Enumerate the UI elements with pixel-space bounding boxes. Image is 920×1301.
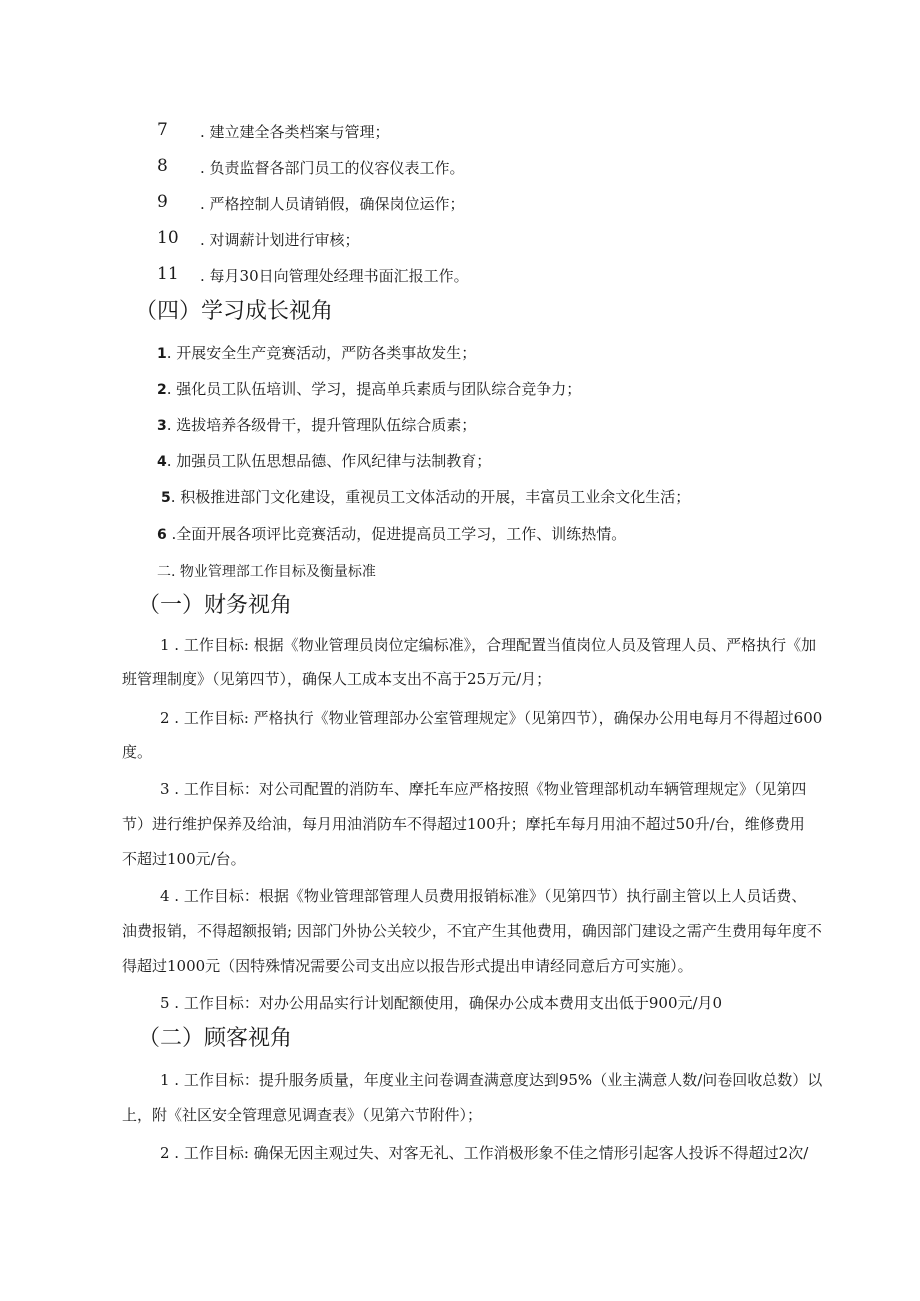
list-item bbox=[157, 343, 476, 364]
section-heading-customer: （二）顾客视角 bbox=[138, 1026, 293, 1051]
list-item-text: . 强化员工队伍培训、学习，提高单兵素质与团队综合竞争力； bbox=[166, 380, 582, 398]
list-item-number: 4 bbox=[157, 454, 167, 470]
goal-paragraph-line: 上，附《社区安全管理意见调查表》（见第六节附件）； bbox=[122, 1106, 483, 1124]
goal-paragraph-line: 3 . 工作目标：对公司配置的消防车、摩托车应严格按照《物业管理部机动车辆管理规定》（见第四 bbox=[160, 780, 807, 798]
goal-paragraph-line: 不超过100元/台。 bbox=[122, 850, 246, 868]
goal-paragraph-line: 2 . 工作目标: 确保无因主观过失、对客无礼、工作消极形象不佳之情形引起客人投诉不得超过2次/ bbox=[160, 1144, 809, 1162]
list-item-number: 9 bbox=[157, 192, 168, 212]
list-item-text: . 开展安全生产竞赛活动，严防各类事故发生； bbox=[166, 344, 477, 362]
list-item bbox=[157, 415, 476, 436]
goal-paragraph-line: 度。 bbox=[122, 743, 153, 761]
list-item bbox=[157, 379, 581, 400]
list-item-text: . 严格控制人员请销假，确保岗位运作； bbox=[200, 195, 465, 213]
goal-paragraph-line: 2 . 工作目标: 严格执行《物业管理部办公室管理规定》（见第四节），确保办公用电每月不得超过600 bbox=[160, 709, 823, 727]
list-item-number: 6 bbox=[157, 527, 167, 543]
section-heading-learning: （四）学习成长视角 bbox=[135, 299, 334, 324]
list-item-text: . 选拔培养各级骨干，提升管理队伍综合质素； bbox=[166, 416, 477, 434]
goal-paragraph-line: 节）进行维护保养及给油，每月用油消防车不得超过100升；摩托车每月用油不超过50升/台，维修费用 bbox=[122, 815, 805, 833]
list-item-text: . 建立建全各类档案与管理； bbox=[200, 123, 390, 141]
list-item-text: .全面开展各项评比竞赛活动，促进提高员工学习，工作、训练热情。 bbox=[166, 525, 627, 543]
list-item-number: 8 bbox=[157, 156, 168, 176]
goal-paragraph-line: 班管理制度》（见第四节），确保人工成本支出不高于25万元/月； bbox=[122, 670, 552, 688]
list-item-number: 5 bbox=[161, 490, 171, 506]
list-item-number: 3 bbox=[157, 418, 167, 434]
list-item-number: 10 bbox=[157, 228, 179, 248]
list-item bbox=[157, 524, 626, 545]
list-item-text: . 加强员工队伍思想品德、作风纪律与法制教育； bbox=[166, 452, 492, 470]
goal-paragraph-line: 得超过1000元（因特殊情况需要公司支出应以报告形式提出申请经同意后方可实施）。 bbox=[122, 957, 693, 975]
list-item-text: . 负责监督各部门员工的仪容仪表工作。 bbox=[200, 159, 465, 177]
chapter-heading: 二. 物业管理部工作目标及衡量标准 bbox=[157, 564, 376, 580]
goal-paragraph-line: 油费报销，不得超额报销; 因部门外协公关较少，不宜产生其他费用，确因部门建设之需产生费用每年度不 bbox=[122, 922, 822, 940]
goal-paragraph-line: 5 . 工作目标：对办公用品实行计划配额使用，确保办公成本费用支出低于900元/月0 bbox=[160, 994, 723, 1012]
list-item-text: . 每月30日向管理处经理书面汇报工作。 bbox=[200, 267, 469, 285]
goal-paragraph-line: 1 . 工作目标: 根据《物业管理员岗位定编标准》，合理配置当值岗位人员及管理人员、严格执行《加 bbox=[160, 636, 817, 654]
goal-paragraph-line: 4 . 工作目标：根据《物业管理部管理人员费用报销标准》（见第四节）执行副主管以上人员话费、 bbox=[160, 887, 807, 905]
list-item-text: . 对调薪计划进行审核； bbox=[200, 231, 360, 249]
list-item-number: 7 bbox=[157, 120, 168, 140]
list-item bbox=[157, 451, 491, 472]
list-item-number: 11 bbox=[157, 264, 179, 284]
list-item bbox=[161, 487, 690, 508]
list-item-text: . 积极推进部门文化建设，重视员工文体活动的开展，丰富员工业余文化生活； bbox=[170, 488, 691, 506]
list-item-number: 2 bbox=[157, 382, 167, 398]
goal-paragraph-line: 1 . 工作目标：提升服务质量，年度业主问卷调查满意度达到95%（业主满意人数/问卷回收总数）以 bbox=[160, 1071, 823, 1089]
list-item-number: 1 bbox=[157, 346, 167, 362]
section-heading-finance: （一）财务视角 bbox=[138, 593, 293, 618]
